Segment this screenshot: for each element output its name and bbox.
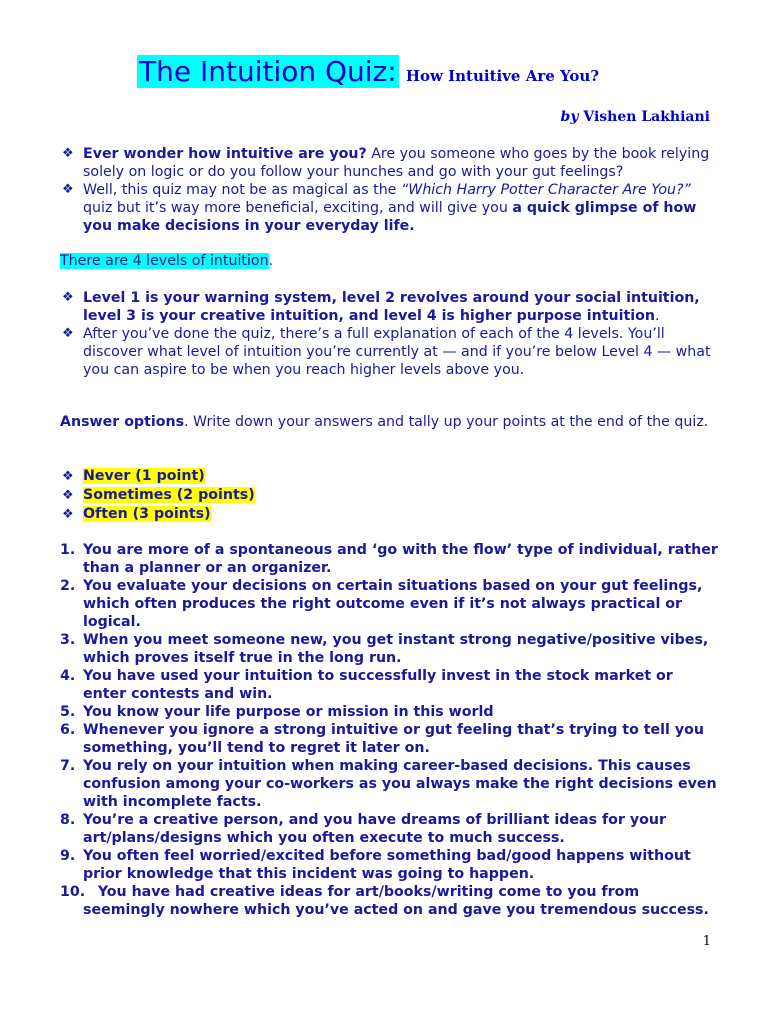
answer-option: Never (1 point)	[83, 468, 205, 484]
question-number: 1.	[60, 542, 76, 558]
question-text: You have used your intuition to successfully invest in the stock market or enter contests and win.	[83, 668, 673, 702]
question-number: 10.	[60, 884, 86, 900]
question-number: 2.	[60, 578, 76, 594]
diamond-bullet-icon: ❖	[62, 507, 74, 522]
question-number: 8.	[60, 812, 76, 828]
intro-emphasis: a quick glimpse of how you make decisions in your everyday life.	[83, 200, 697, 234]
question-item	[60, 631, 720, 667]
question-number: 3.	[60, 632, 76, 648]
levels-section	[60, 289, 720, 379]
diamond-bullet-icon: ❖	[62, 290, 74, 305]
levels-summary: Level 1 is your warning system, level 2 revolves around your social intuition, level 3 is your creative intuition, and level 4 is higher purpose intuition	[83, 290, 700, 324]
answer-option: Sometimes (2 points)	[83, 487, 255, 503]
list-item	[60, 467, 720, 486]
question-text: You have had creative ideas for art/books/writing come to you from seemingly nowhere which you’ve acted on and gave you tremendous success.	[83, 884, 709, 918]
diamond-bullet-icon: ❖	[62, 469, 74, 484]
answer-options-block	[60, 413, 720, 431]
question-text: You often feel worried/excited before something bad/good happens without prior knowledge that this incident was going to happen.	[83, 848, 691, 882]
levels-explanation: After you’ve done the quiz, there’s a full explanation of each of the 4 levels. You’ll discover what level of intuition you’re currently at — and if you’re below Level 4 — what you can aspire to be when you reach higher levels above you.	[83, 326, 711, 378]
intro-text: quiz but it’s way more beneficial, exciting, and will give you	[83, 200, 513, 216]
question-text: You are more of a spontaneous and ‘go with the flow’ type of individual, rather than a planner or an organizer.	[83, 542, 718, 576]
question-text: When you meet someone new, you get instant strong negative/positive vibes, which proves itself true in the long run.	[83, 632, 709, 666]
intro-text: Are you someone who goes by the book relying solely on logic or do you follow your hunches and go with your gut feelings?	[83, 146, 710, 180]
page-title: The Intuition Quiz:	[139, 55, 397, 88]
levels-heading-end: .	[268, 253, 274, 269]
question-number: 6.	[60, 722, 76, 738]
diamond-bullet-icon: ❖	[62, 182, 74, 197]
question-item	[60, 811, 720, 847]
question-text: You evaluate your decisions on certain situations based on your gut feelings, which often produces the right outcome even if it’s not always practical or logical.	[83, 578, 703, 630]
question-item	[60, 703, 720, 721]
answer-options-list	[60, 467, 720, 524]
question-item	[60, 883, 720, 919]
levels-heading: There are 4 levels of intuition	[60, 253, 269, 269]
questions-section	[60, 541, 720, 919]
author-name: Vishen Lakhiani	[583, 109, 710, 125]
diamond-bullet-icon: ❖	[62, 488, 74, 503]
question-text: You rely on your intuition when making career-based decisions. This causes confusion among your co-workers as you always make the right decisions even with incomplete facts.	[83, 758, 717, 810]
byline-by: by	[560, 109, 579, 125]
intro-question: Ever wonder how intuitive are you?	[83, 146, 367, 162]
list-item	[60, 145, 720, 181]
title-row	[137, 54, 599, 90]
question-number: 5.	[60, 704, 76, 720]
levels-heading-block	[60, 252, 720, 270]
diamond-bullet-icon: ❖	[62, 146, 74, 161]
question-item	[60, 721, 720, 757]
page-number: 1	[702, 934, 711, 949]
question-item	[60, 577, 720, 631]
list-item	[60, 289, 720, 325]
answer-options-text: . Write down your answers and tally up your points at the end of the quiz.	[184, 414, 709, 430]
question-text: You know your life purpose or mission in this world	[83, 704, 494, 720]
list-item	[60, 325, 720, 379]
diamond-bullet-icon: ❖	[62, 326, 74, 341]
question-number: 7.	[60, 758, 76, 774]
intro-section	[60, 145, 720, 235]
list-item	[60, 505, 720, 524]
list-item	[60, 181, 720, 235]
intro-text: Well, this quiz may not be as magical as the	[83, 182, 401, 198]
question-item	[60, 541, 720, 577]
question-item	[60, 667, 720, 703]
question-text: Whenever you ignore a strong intuitive or gut feeling that’s trying to tell you something, you’ll tend to regret it later on.	[83, 722, 704, 756]
answer-option: Often (3 points)	[83, 506, 211, 522]
list-item	[60, 486, 720, 505]
question-number: 9.	[60, 848, 76, 864]
intro-quote: “Which Harry Potter Character Are You?”	[400, 182, 691, 198]
question-text: You’re a creative person, and you have dreams of brilliant ideas for your art/plans/designs which you often execute to much success.	[83, 812, 666, 846]
question-item	[60, 757, 720, 811]
question-item	[60, 847, 720, 883]
page-subtitle: How Intuitive Are You?	[405, 67, 600, 85]
question-number: 4.	[60, 668, 76, 684]
byline	[561, 109, 710, 125]
levels-summary-end: .	[654, 308, 660, 324]
answer-options-label: Answer options	[60, 414, 185, 430]
